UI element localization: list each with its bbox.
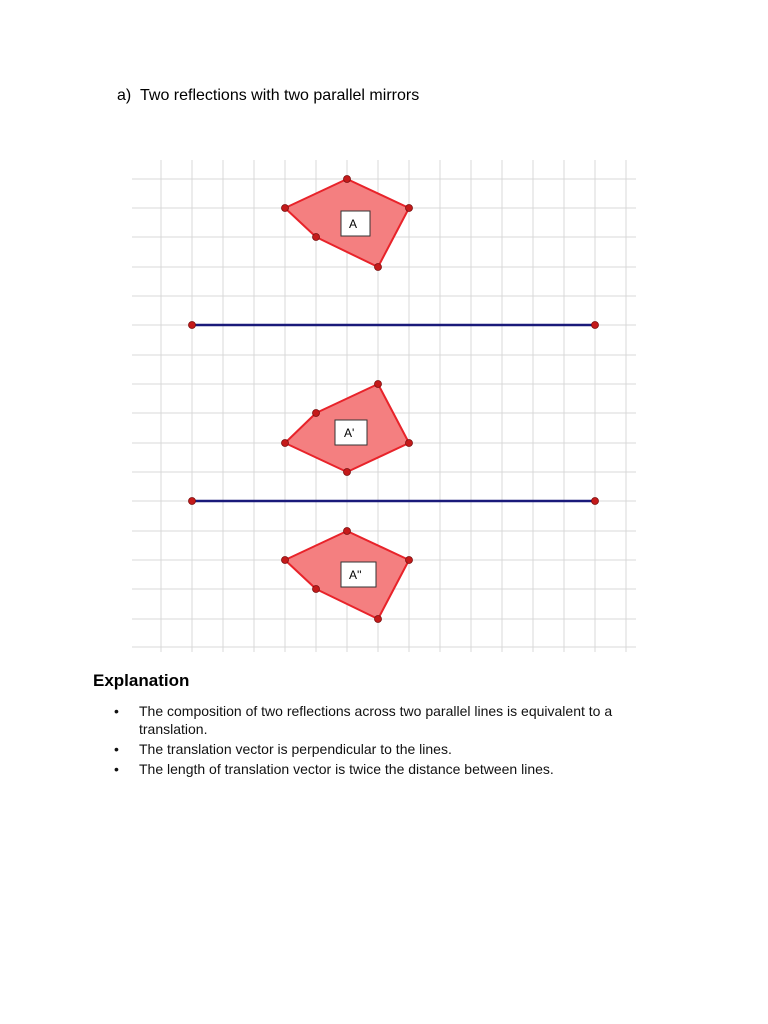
mirror-line-2 <box>189 498 599 505</box>
list-item-text: The length of translation vector is twice the distance between lines. <box>139 761 554 777</box>
reflection-figure <box>128 155 638 655</box>
vertex <box>406 557 413 564</box>
list-item <box>112 702 672 738</box>
vertex <box>344 469 351 476</box>
list-item <box>112 760 672 778</box>
bullet-icon: • <box>114 741 119 757</box>
shape-label: A' <box>344 426 355 440</box>
mirror-line-1 <box>189 322 599 329</box>
vertex <box>313 234 320 241</box>
vertex <box>406 205 413 212</box>
vertex <box>375 381 382 388</box>
vertex <box>375 264 382 271</box>
vertex <box>282 557 289 564</box>
reflection-diagram <box>128 155 638 655</box>
list-item-text: The translation vector is perpendicular to the lines. <box>139 741 452 757</box>
exercise-title: Two reflections with two parallel mirrors <box>140 87 420 104</box>
vertex <box>406 440 413 447</box>
vertex <box>313 586 320 593</box>
list-item-text: The composition of two reflections across two parallel lines is equivalent to a translation. <box>139 703 613 737</box>
mirror-endpoint <box>189 498 196 505</box>
bullet-icon: • <box>114 761 119 777</box>
mirror-endpoint <box>592 498 599 505</box>
vertex <box>344 528 351 535</box>
mirror-endpoint <box>592 322 599 329</box>
exercise-marker: a) <box>117 87 132 104</box>
vertex <box>344 176 351 183</box>
shape-label: A'' <box>349 568 362 582</box>
mirror-endpoint <box>189 322 196 329</box>
vertex <box>313 410 320 417</box>
explanation-list <box>112 702 672 780</box>
shape-label: A <box>349 217 358 231</box>
bullet-icon: • <box>114 703 119 719</box>
vertex <box>282 440 289 447</box>
vertex <box>282 205 289 212</box>
explanation-heading: Explanation <box>93 671 190 690</box>
exercise-heading <box>117 87 419 105</box>
list-item <box>112 740 672 758</box>
vertex <box>375 616 382 623</box>
